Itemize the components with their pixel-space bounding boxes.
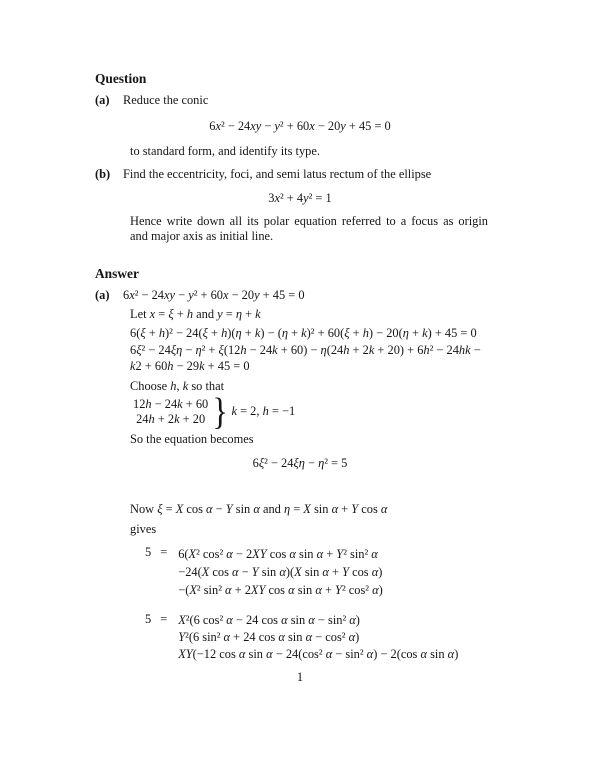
item-a-intro: Reduce the conic: [123, 93, 209, 107]
system-row-1: 12h − 24k + 60: [133, 396, 209, 411]
item-a-label: (a): [95, 93, 110, 107]
align1-expressions: [178, 545, 383, 599]
align1-line-2: −24(X cos α − Y sin α)(X sin α + Y cos α): [178, 564, 383, 579]
gives-line: gives: [130, 522, 157, 536]
system-row-2: 24h + 2k + 20: [136, 411, 206, 426]
choose-line: Choose h, k so that: [130, 379, 225, 393]
item-b-label: (b): [95, 166, 111, 181]
expansion-line-2: 6ξ² − 24ξη − η² + ξ(12h − 24k + 60) − η(24h + 2k + 20) + 6h² − 24hk −: [130, 343, 481, 357]
align1-lhs: 5: [145, 544, 152, 559]
align-block-1: [145, 545, 505, 599]
align-block-2: [145, 612, 505, 663]
question-heading: Question: [95, 71, 147, 86]
answer-item-a: [95, 288, 505, 304]
system-rows: [133, 397, 208, 427]
conic-equation: 6x² − 24xy − y² + 60x − 20y + 45 = 0: [209, 118, 391, 133]
align2-line-2: Y²(6 sin² α + 24 cos α sin α − cos² α): [178, 629, 360, 644]
align1-line-1: 6(X² cos² α − 2XY cos α sin α + Y² sin² α: [178, 546, 378, 561]
page-number: 1: [296, 669, 304, 684]
item-b-outro: [130, 214, 505, 245]
align2-line-1: X²(6 cos² α − 24 cos α sin α − sin² α): [178, 612, 360, 627]
question-item-b: [95, 167, 505, 183]
item-a-outro: to standard form, and identify its type.: [130, 144, 320, 158]
right-brace: }: [212, 390, 229, 433]
rotation-line: Now ξ = X cos α − Y sin α and η = X sin α + Y cos α: [130, 501, 388, 516]
item-b-intro: Find the eccentricity, foci, and semi latus rectum of the ellipse: [123, 166, 432, 181]
substitution-line: Let x = ξ + h and y = η + k: [130, 307, 261, 321]
align1-relation: =: [160, 544, 168, 559]
align2-lhs: 5: [145, 611, 152, 626]
simultaneous-system: [133, 390, 505, 433]
reduced-equation: 6ξ² − 24ξη − η² = 5: [252, 456, 348, 470]
item-b-outro-line1: Hence write down all its polar equation referred to a focus as origin: [130, 213, 488, 228]
align1-line-3: −(X² sin² α + 2XY cos α sin α + Y² cos² α): [178, 582, 383, 597]
expansion-line-1: 6(ξ + h)² − 24(ξ + h)(η + k) − (η + k)² + 60(ξ + h) − 20(η + k) + 45 = 0: [130, 325, 477, 340]
expansion-line-3: k2 + 60h − 29k + 45 = 0: [130, 358, 250, 373]
answer-a-equation: 6x² − 24xy − y² + 60x − 20y + 45 = 0: [123, 287, 305, 302]
answer-heading: Answer: [95, 265, 139, 281]
align2-expressions: [178, 612, 458, 663]
so-line: So the equation becomes: [130, 431, 254, 446]
answer-a-label: (a): [95, 287, 110, 302]
align2-relation: =: [160, 611, 168, 626]
item-b-outro-line2: and major axis as initial line.: [130, 229, 274, 243]
ellipse-equation: 3x² + 4y² = 1: [268, 191, 332, 205]
system-result: k = 2, h = −1: [231, 403, 296, 418]
question-item-a: [95, 93, 505, 109]
align2-line-3: XY(−12 cos α sin α − 24(cos² α − sin² α) − 2(cos α sin α): [178, 646, 459, 661]
